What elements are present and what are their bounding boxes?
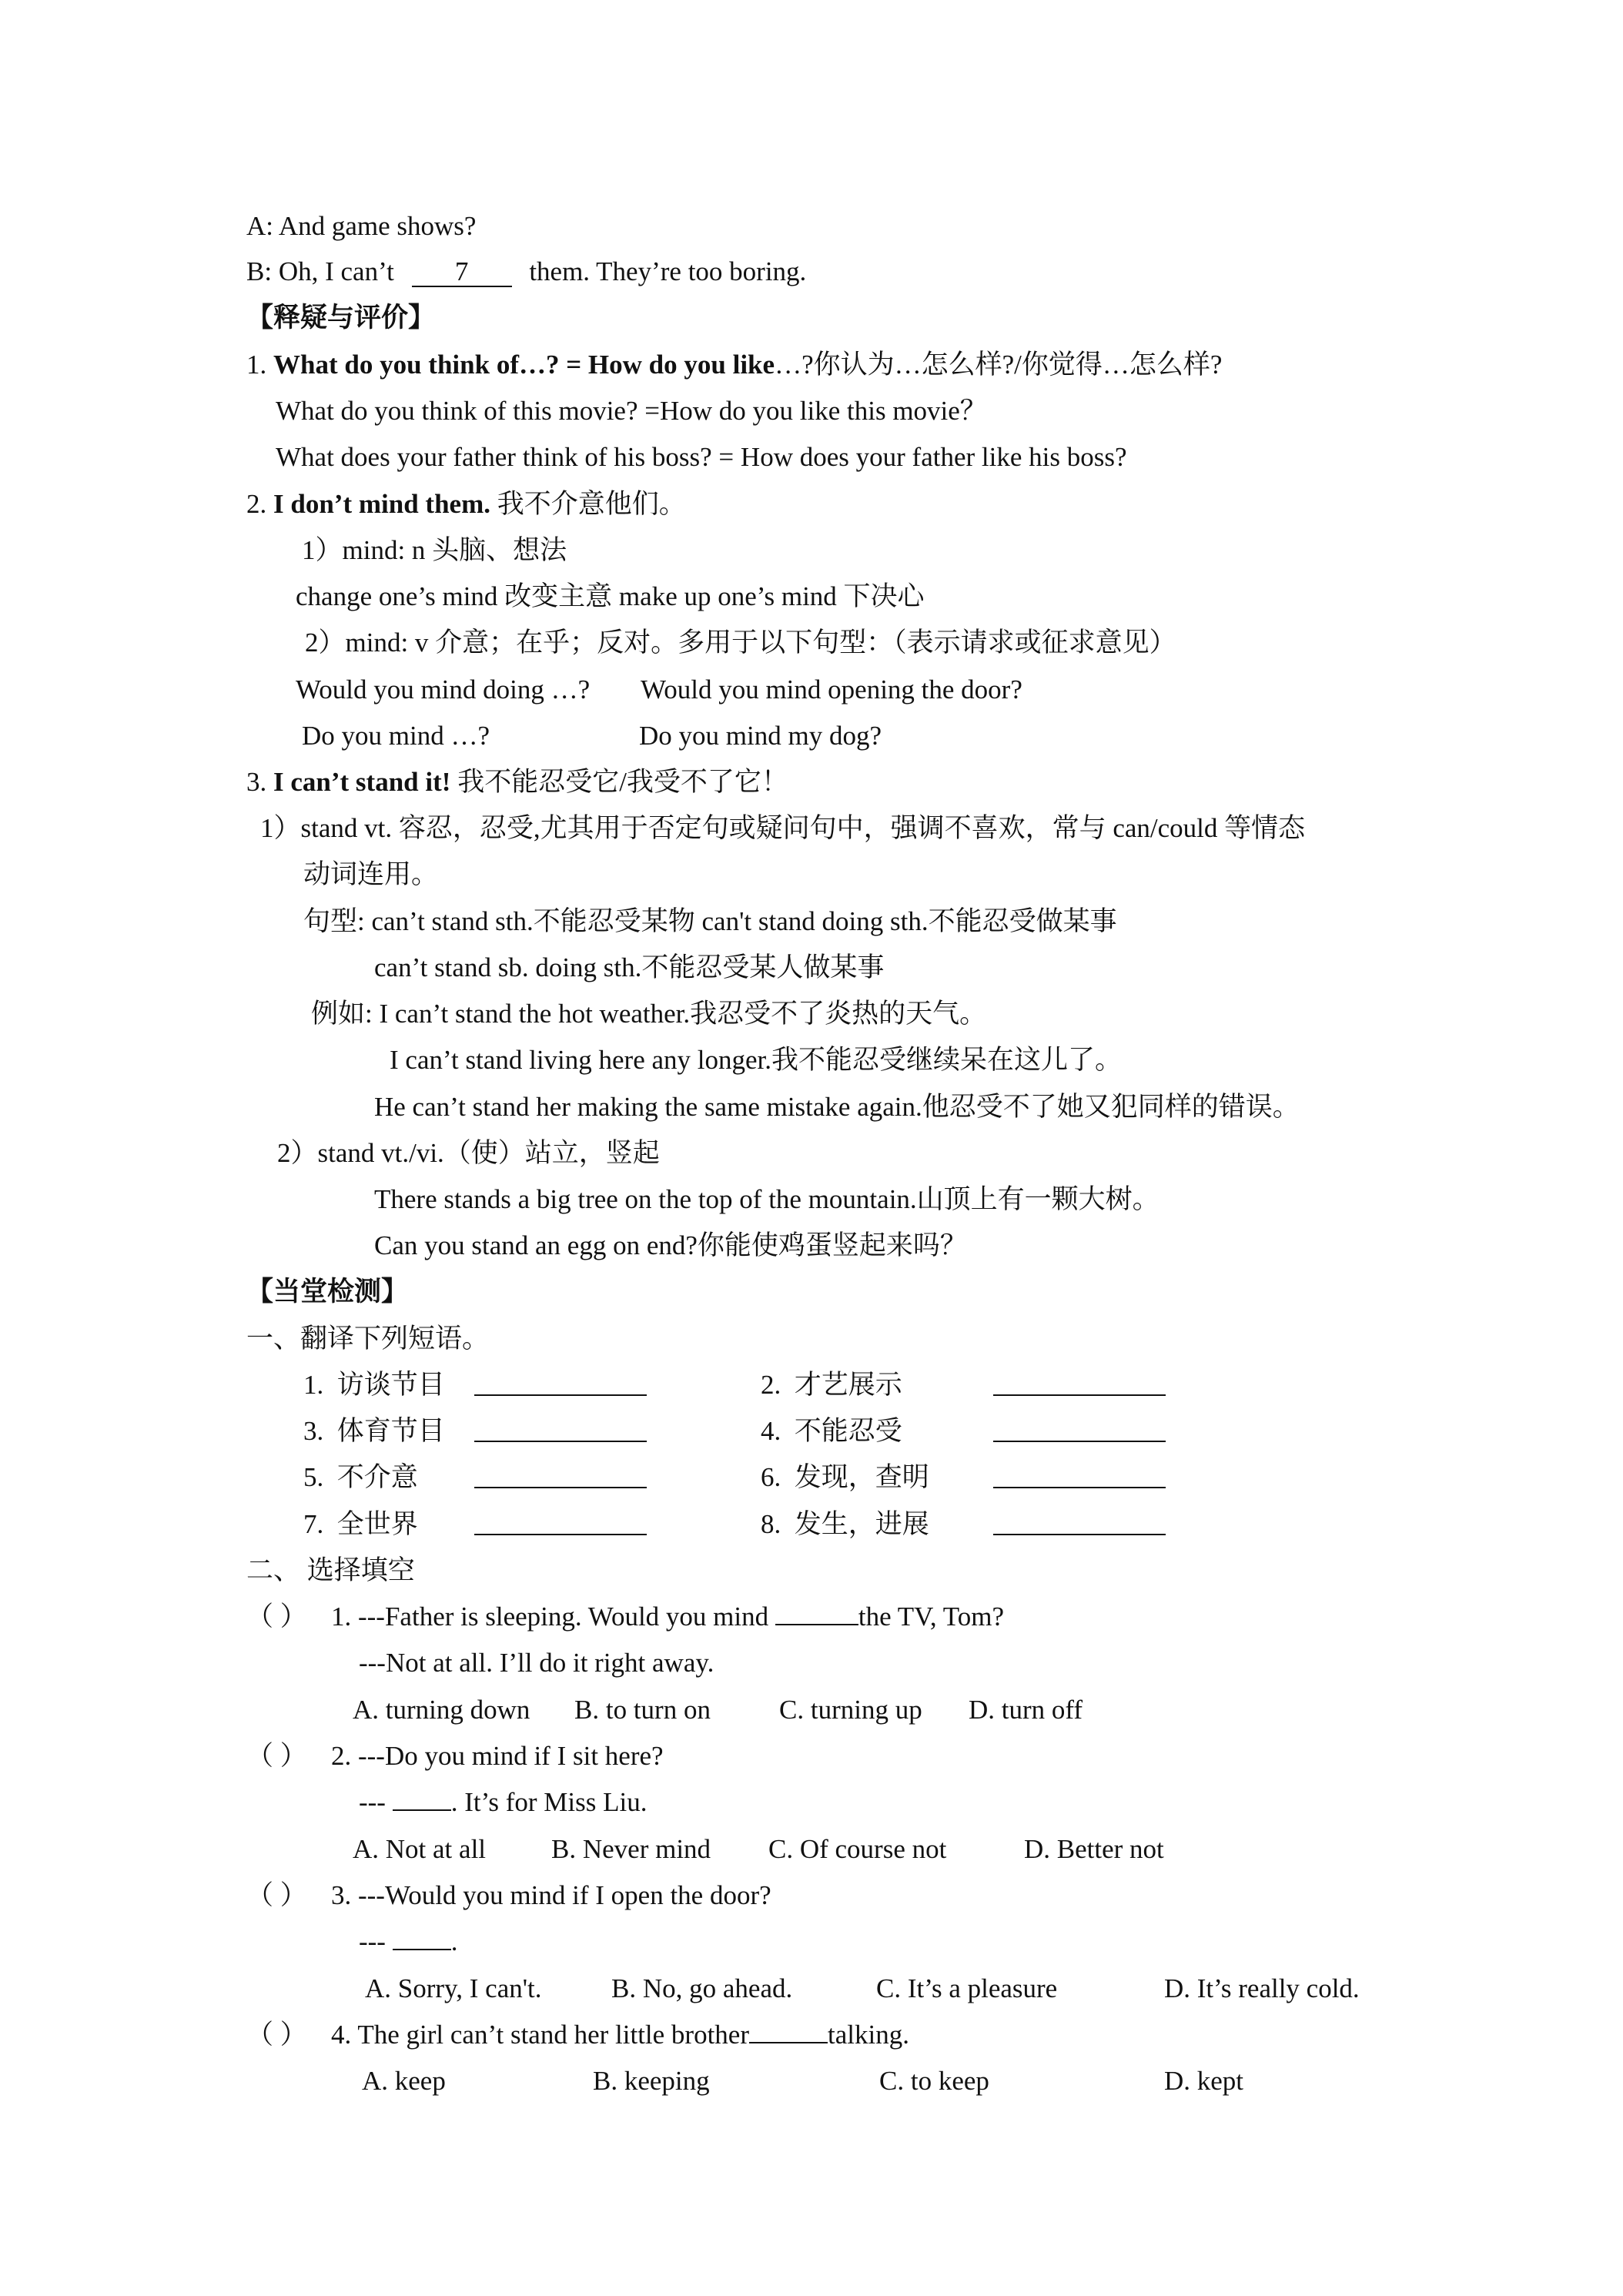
point-3-example-2: I can’t stand living here any longer.我不能忍受继续呆在这儿了。	[390, 1045, 1123, 1075]
q3-option-d[interactable]: D. It’s really cold.	[1164, 1973, 1360, 2003]
point-3-title: I can’t stand it!	[273, 767, 451, 797]
phrase-5	[303, 1461, 418, 1494]
point-3-sub-1-line-2: 动词连用。	[303, 859, 439, 889]
section-heading-test: 【当堂检测】	[246, 1277, 409, 1307]
q3-blank[interactable]	[393, 1949, 451, 1950]
phrase-number: 8.	[761, 1509, 781, 1539]
point-2-sub-2-example-1a: Would you mind doing …?	[296, 674, 591, 705]
q2-option-d[interactable]: D. Better not	[1024, 1834, 1164, 1864]
phrase-4-answer-line[interactable]	[993, 1414, 1166, 1442]
q3-stem: 3. ---Would you mind if I open the door?	[331, 1880, 771, 1910]
phrase-text: 不能忍受	[794, 1416, 902, 1446]
q2-blank[interactable]	[393, 1809, 451, 1811]
point-2-sub-2-example-2a: Do you mind …?	[302, 721, 490, 751]
phrase-text: 发现，查明	[794, 1462, 929, 1492]
part-2-title: 二、 选择填空	[246, 1555, 415, 1585]
point-3-sub-2-example-1: There stands a big tree on the top of the mountain.山顶上有一颗大树。	[374, 1184, 1160, 1214]
phrase-text: 体育节目	[336, 1416, 445, 1446]
point-3	[246, 765, 788, 799]
phrase-number: 1.	[303, 1370, 324, 1400]
q3-option-b[interactable]: B. No, go ahead.	[611, 1973, 793, 2003]
q1-stem-a: 1. ---Father is sleeping. Would you mind	[331, 1602, 769, 1632]
q1-option-a[interactable]: A. turning down	[353, 1695, 530, 1725]
q2-option-b[interactable]: B. Never mind	[551, 1834, 711, 1864]
phrase-6-answer-line[interactable]	[993, 1461, 1166, 1488]
q3-option-a[interactable]: A. Sorry, I can't.	[365, 1973, 542, 2003]
q4-option-a[interactable]: A. keep	[362, 2066, 446, 2096]
phrase-4	[761, 1414, 902, 1448]
phrase-2	[761, 1368, 902, 1402]
q1-option-c[interactable]: C. turning up	[779, 1695, 922, 1725]
q1-answer-paren[interactable]: （ ）	[246, 1602, 307, 1632]
q3-reply-dash: ---	[359, 1926, 386, 1956]
section-heading-explain: 【释疑与评价】	[246, 303, 436, 333]
phrase-6	[761, 1461, 929, 1494]
point-3-pattern-2: can’t stand sb. doing sth.不能忍受某人做某事	[374, 952, 885, 982]
phrase-8-answer-line[interactable]	[993, 1508, 1166, 1535]
part-1-title: 一、翻译下列短语。	[246, 1324, 490, 1354]
q1-option-d[interactable]: D. turn off	[969, 1695, 1083, 1725]
point-2	[246, 487, 686, 521]
point-1-number: 1.	[246, 350, 267, 380]
phrase-number: 5.	[303, 1462, 324, 1492]
dialogue-line-a: A: And game shows?	[246, 211, 477, 241]
phrase-text: 才艺展示	[794, 1370, 902, 1400]
q4-option-c[interactable]: C. to keep	[879, 2066, 989, 2096]
point-1-example-2: What does your father think of his boss? = How does your father like his boss?	[276, 442, 1127, 472]
point-3-sub-2: 2）stand vt./vi.（使）站立，竖起	[277, 1138, 660, 1168]
phrase-3	[303, 1414, 445, 1448]
point-3-meaning: 我不能忍受它/我受不了它！	[450, 767, 788, 797]
point-2-sub-1-example: change one’s mind 改变主意 make up one’s mind 下决心	[296, 581, 925, 611]
q2-reply-dash: ---	[359, 1787, 386, 1817]
point-2-sub-1: 1）mind: n 头脑、想法	[302, 535, 567, 565]
point-1-title: What do you think of…? = How do you like	[273, 350, 775, 380]
phrase-7-answer-line[interactable]	[474, 1508, 647, 1535]
q3-option-c[interactable]: C. It’s a pleasure	[876, 1973, 1058, 2003]
point-3-sub-1-line-1: 1）stand vt. 容忍，忍受,尤其用于否定句或疑问句中，强调不喜欢，常与 can/could 等情态	[260, 813, 1306, 843]
q1-stem	[331, 1600, 1004, 1634]
q3-answer-paren[interactable]: （ ）	[246, 1880, 307, 1910]
point-2-title: I don’t mind them.	[273, 489, 490, 519]
q4-stem-a: 4. The girl can’t stand her little brother	[331, 2020, 749, 2050]
point-2-sub-2-example-1b: Would you mind opening the door?	[641, 674, 1022, 705]
point-3-example-1: 例如: I can’t stand the hot weather.我忍受不了炎热的天气。	[311, 999, 987, 1029]
phrase-text: 全世界	[336, 1509, 418, 1539]
point-3-pattern-1: 句型: can’t stand sth.不能忍受某物 can't stand doing sth.不能忍受做某事	[303, 906, 1117, 936]
q2-reply	[359, 1786, 647, 1819]
phrase-number: 7.	[303, 1509, 324, 1539]
point-2-meaning: 我不介意他们。	[490, 489, 686, 519]
q4-option-b[interactable]: B. keeping	[593, 2066, 710, 2096]
point-1-meaning: …?你认为…怎么样?/你觉得…怎么样?	[775, 350, 1223, 380]
point-2-number: 2.	[246, 489, 267, 519]
point-3-number: 3.	[246, 767, 267, 797]
q2-stem: 2. ---Do you mind if I sit here?	[331, 1741, 664, 1771]
dialogue-blank-7: 7	[412, 258, 512, 287]
phrase-text: 访谈节目	[336, 1370, 445, 1400]
point-1-example-1: What do you think of this movie? =How do you like this movie？	[276, 396, 987, 426]
phrase-8	[761, 1508, 929, 1541]
q1-option-b[interactable]: B. to turn on	[574, 1695, 711, 1725]
q4-answer-paren[interactable]: （ ）	[246, 2020, 307, 2050]
point-3-example-3: He can’t stand her making the same mistake again.他忍受不了她又犯同样的错误。	[374, 1092, 1300, 1122]
dialogue-b-post: them. They’re too boring.	[529, 256, 807, 286]
q4-blank[interactable]	[749, 2042, 828, 2043]
point-2-sub-2: 2）mind: v 介意；在乎；反对。多用于以下句型：（表示请求或征求意见）	[305, 628, 1176, 658]
q4-stem	[331, 2018, 909, 2052]
phrase-text: 不介意	[336, 1462, 418, 1492]
dialogue-line-b	[246, 255, 806, 289]
phrase-text: 发生，进展	[794, 1509, 929, 1539]
point-3-sub-2-example-2: Can you stand an egg on end?你能使鸡蛋竖起来吗？	[374, 1230, 967, 1260]
phrase-3-answer-line[interactable]	[474, 1414, 647, 1442]
phrase-1	[303, 1368, 445, 1402]
q2-option-c[interactable]: C. Of course not	[768, 1834, 947, 1864]
q1-reply: ---Not at all. I’ll do it right away.	[359, 1648, 714, 1678]
q1-stem-b: the TV, Tom?	[858, 1602, 1004, 1632]
q4-stem-b: talking.	[828, 2020, 909, 2050]
q2-option-a[interactable]: A. Not at all	[353, 1834, 487, 1864]
phrase-2-answer-line[interactable]	[993, 1368, 1166, 1396]
phrase-number: 2.	[761, 1370, 781, 1400]
q3-reply	[359, 1925, 457, 1959]
phrase-number: 4.	[761, 1416, 781, 1446]
q4-option-d[interactable]: D. kept	[1164, 2066, 1244, 2096]
q1-blank[interactable]	[775, 1624, 858, 1625]
point-2-sub-2-example-2b: Do you mind my dog?	[639, 721, 882, 751]
point-1	[246, 348, 1222, 382]
q2-answer-paren[interactable]: （ ）	[246, 1741, 307, 1771]
phrase-5-answer-line[interactable]	[474, 1461, 647, 1488]
phrase-number: 3.	[303, 1416, 324, 1446]
dialogue-b-pre: B: Oh, I can’t	[246, 256, 394, 286]
q3-reply-rest: .	[450, 1926, 458, 1956]
phrase-7	[303, 1508, 418, 1541]
phrase-1-answer-line[interactable]	[474, 1368, 647, 1396]
q2-reply-rest: . It’s for Miss Liu.	[450, 1787, 648, 1817]
phrase-number: 6.	[761, 1462, 781, 1492]
